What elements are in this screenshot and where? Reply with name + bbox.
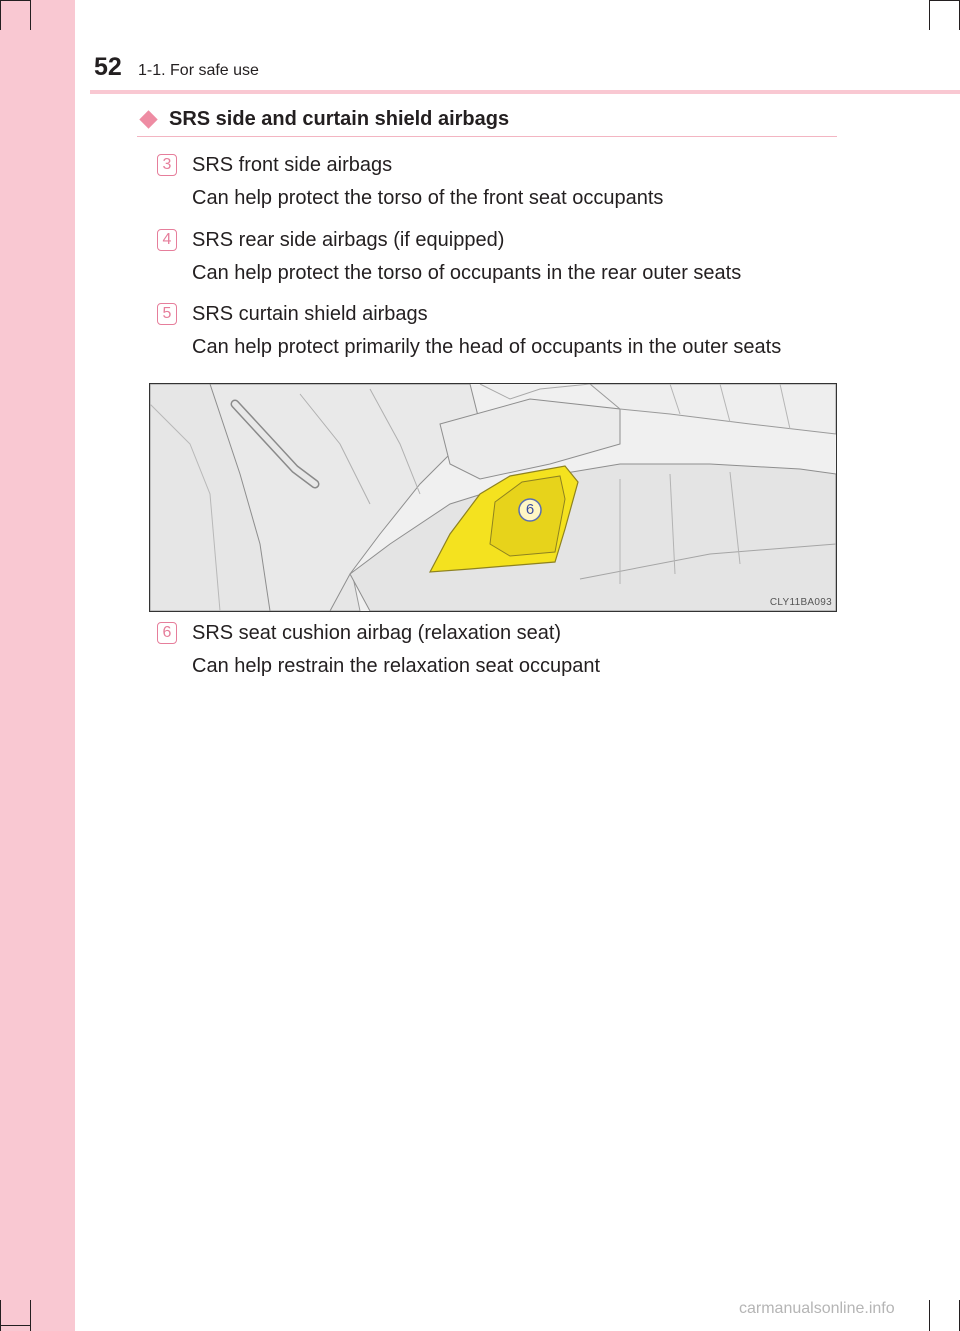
item-title: SRS rear side airbags (if equipped): [192, 229, 505, 251]
crop-mark: [929, 0, 930, 30]
crop-mark: [0, 1300, 1, 1331]
item-title: SRS seat cushion airbag (relaxation seat): [192, 622, 562, 644]
crop-mark: [30, 0, 31, 30]
item-description: Can help protect primarily the head of occupants in the outer seats: [192, 336, 782, 358]
item-description: Can help protect the torso of the front seat occupants: [192, 187, 664, 209]
item-description: Can help protect the torso of occupants in the rear outer seats: [192, 262, 742, 284]
page-margin-band: [0, 0, 75, 1331]
section-heading-text: SRS side and curtain shield airbags: [169, 108, 510, 130]
item-number-badge: 6: [157, 622, 177, 644]
callout-number: 6: [525, 501, 535, 518]
image-code: CLY11BA093: [769, 597, 832, 608]
section-heading: [138, 104, 509, 134]
item-number-badge: 5: [157, 303, 177, 325]
crop-mark: [929, 1300, 930, 1331]
item-title: SRS curtain shield airbags: [192, 303, 428, 325]
crop-mark: [0, 0, 1, 30]
watermark: carmanualsonline.info: [739, 1300, 895, 1317]
item-title: SRS front side airbags: [192, 154, 393, 176]
crop-mark: [0, 1325, 30, 1326]
crop-mark: [30, 1300, 31, 1331]
header-divider: [90, 90, 960, 94]
item-description: Can help restrain the relaxation seat occupant: [192, 655, 601, 677]
rear-seat-airbag-illustration: [149, 383, 837, 612]
page-number: 52: [94, 53, 122, 81]
item-number-badge: 4: [157, 229, 177, 251]
heading-divider: [137, 136, 837, 137]
diamond-bullet-icon: [139, 110, 157, 128]
rear-seat-drawing: [150, 384, 836, 611]
crop-mark: [0, 0, 30, 1]
crop-mark: [930, 0, 960, 1]
item-number-badge: 3: [157, 154, 177, 176]
section-title: 1-1. For safe use: [138, 62, 259, 79]
